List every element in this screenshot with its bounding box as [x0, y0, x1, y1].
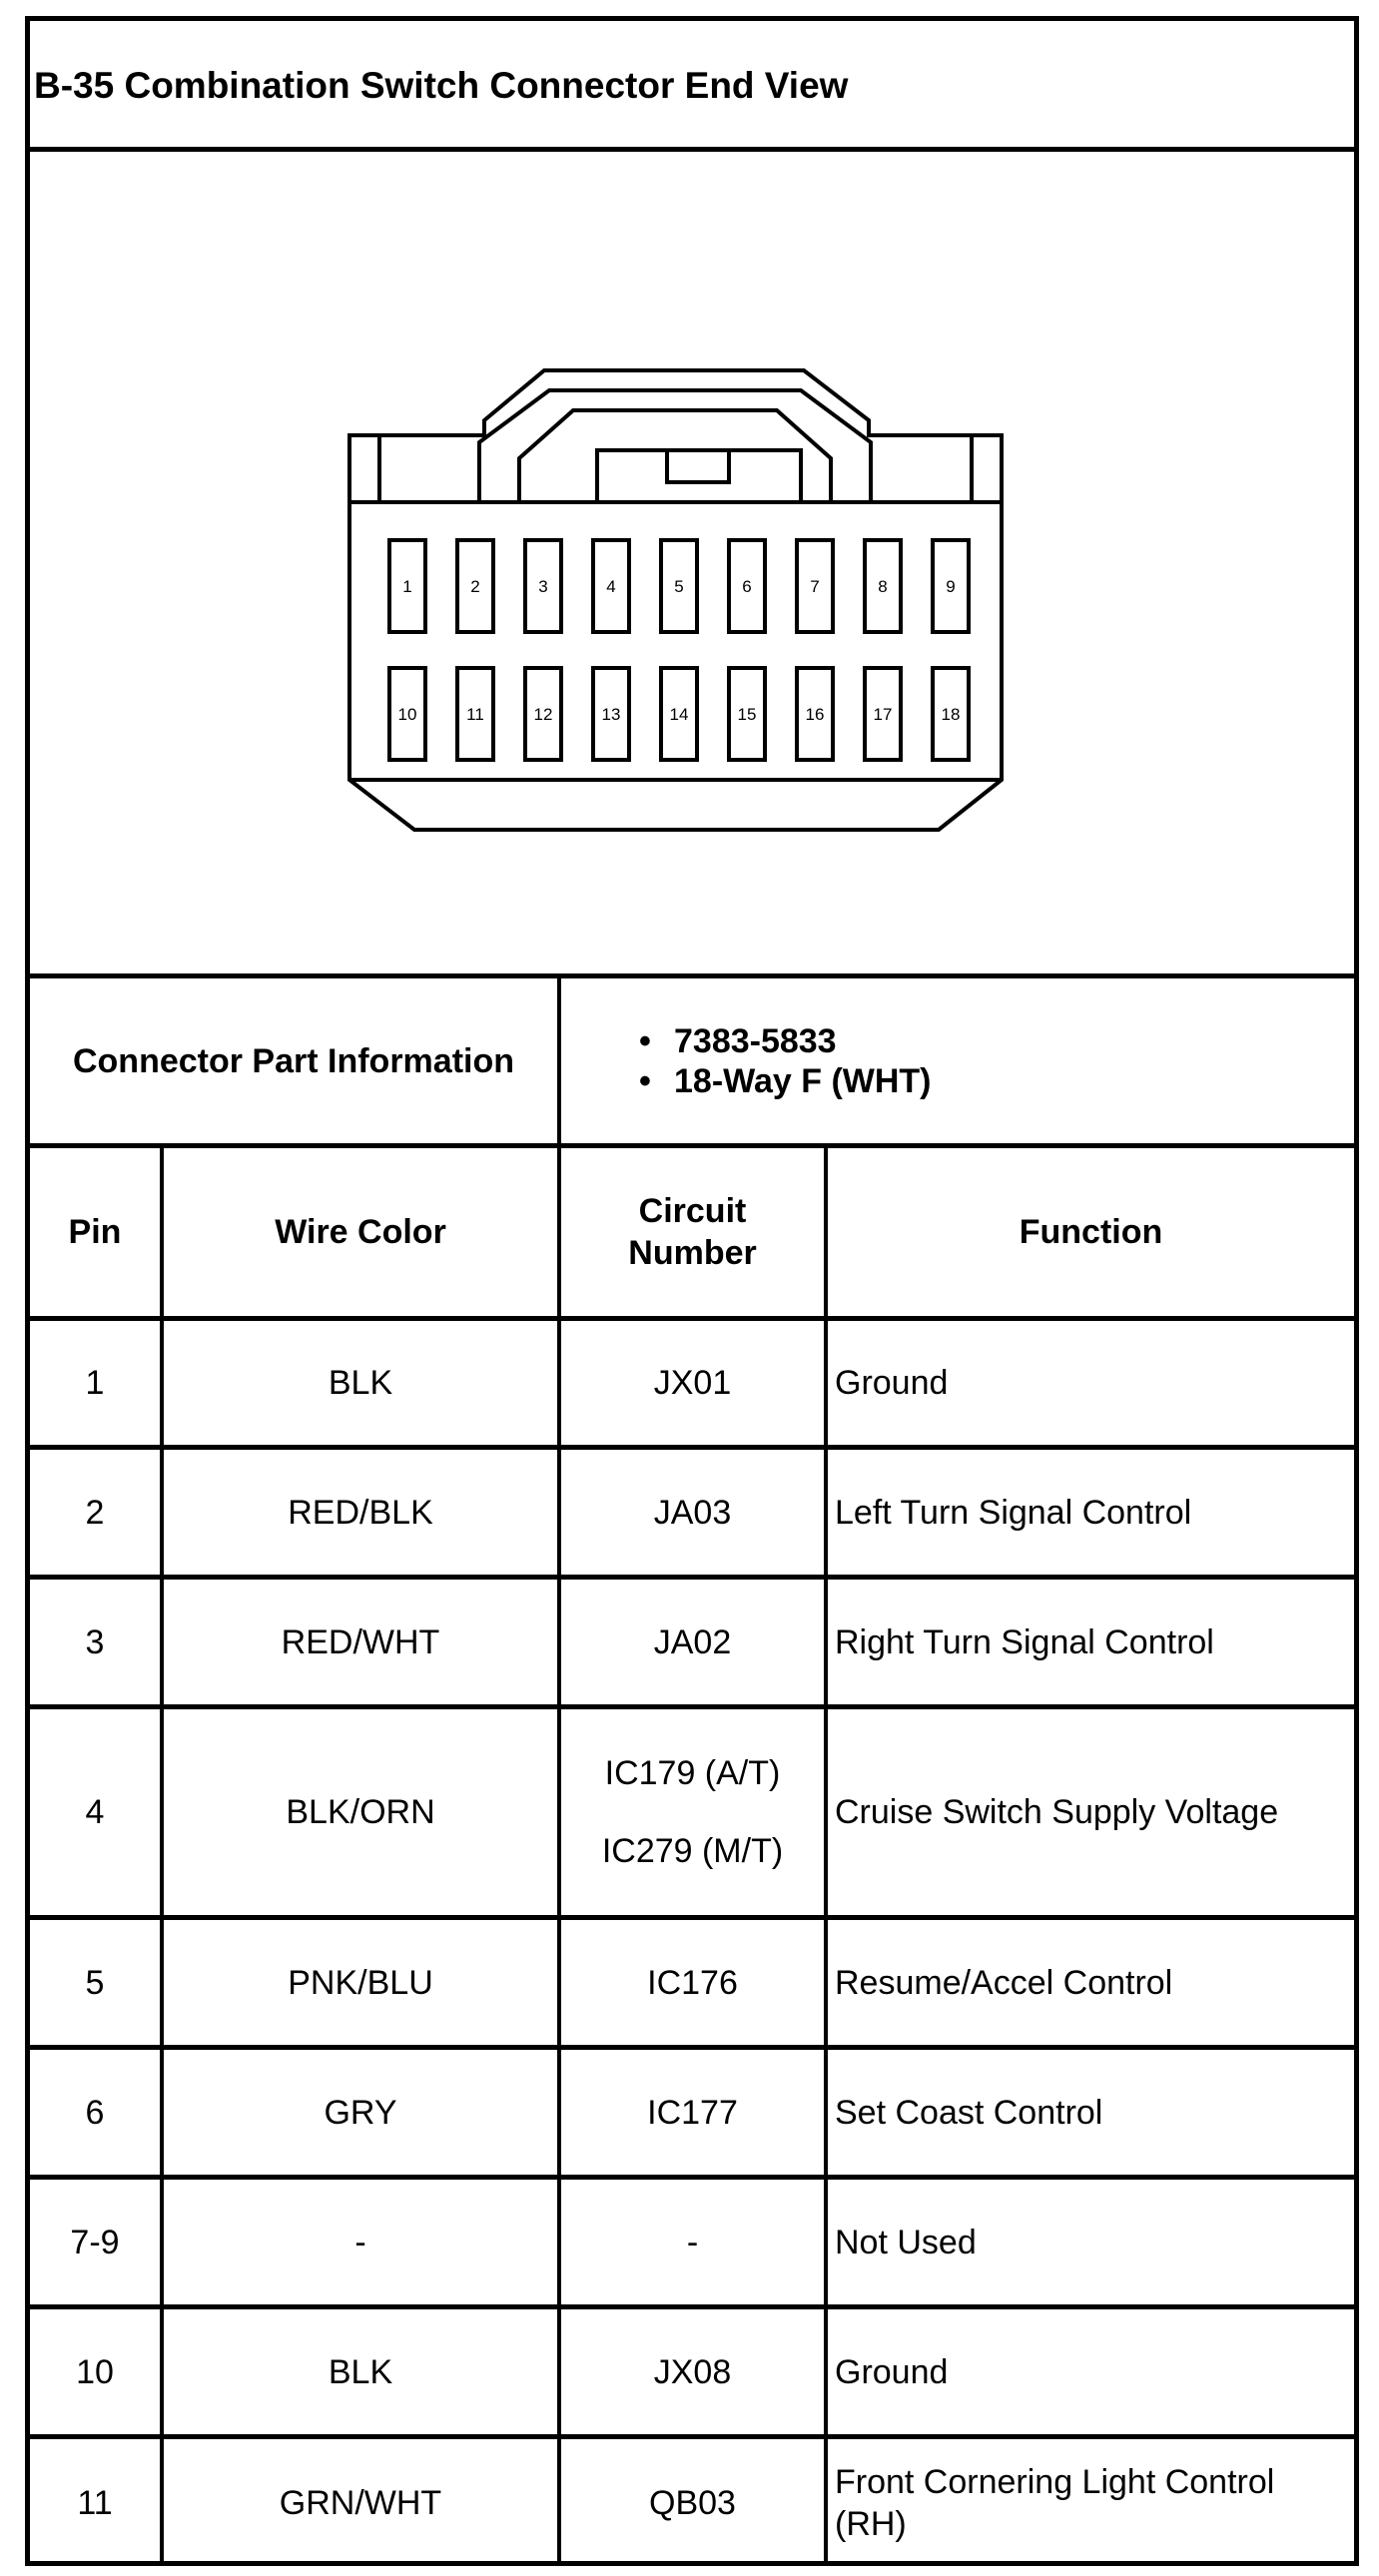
- connector-pin-cavity: [389, 540, 425, 632]
- pin-cell: 3: [85, 1622, 105, 1661]
- pin-number-label: 8: [878, 577, 888, 596]
- circuit-number-cell-line: JX01: [653, 1364, 732, 1402]
- function-cell-line: (RH): [835, 2504, 907, 2543]
- pin-cell: 10: [76, 2352, 114, 2391]
- pin-number-label: 6: [742, 577, 752, 596]
- connector-pin-cavity: [865, 668, 901, 760]
- function-cell: [828, 1920, 1354, 2045]
- pin-row-bottom: [389, 668, 969, 760]
- connector-pin-cavity: [797, 540, 833, 632]
- pin-cell: 6: [85, 2093, 105, 2132]
- pin-row-top: [389, 540, 969, 632]
- circuit-number-cell: [561, 2439, 824, 2566]
- function-cell: [828, 1450, 1354, 1575]
- connector-pin-cavity: [457, 540, 493, 632]
- part-info-list: [634, 978, 1353, 1143]
- pin-number-label: 9: [946, 577, 956, 596]
- pin-number-label: 13: [601, 705, 621, 724]
- connector-end-view-diagram: [340, 350, 1009, 850]
- connector-pin-cavity: [933, 540, 969, 632]
- circuit-number-cell-line: IC176: [647, 1963, 738, 2002]
- wire-color-cell: BLK/ORN: [286, 1793, 435, 1831]
- header-function: Function: [1019, 1213, 1163, 1251]
- circuit-number-cell: [561, 2050, 824, 2175]
- function-cell: [828, 1580, 1354, 1704]
- header-pin: Pin: [68, 1213, 122, 1251]
- connector-key-slot: [597, 450, 801, 502]
- function-cell: [828, 2309, 1354, 2434]
- connector-pin-cavity: [593, 668, 629, 760]
- pin-number-label: 7: [810, 577, 820, 596]
- circuit-number-cell: [561, 1580, 824, 1704]
- pin-cell: 5: [85, 1963, 105, 2002]
- function-cell-line: Cruise Switch Supply Voltage: [835, 1793, 1279, 1831]
- function-cell-line: Ground: [835, 1364, 949, 1402]
- pin-number-label: 16: [805, 705, 825, 724]
- function-cell: [828, 2439, 1354, 2566]
- wire-color-cell: -: [354, 2223, 366, 2261]
- function-cell-line: Resume/Accel Control: [835, 1963, 1173, 2002]
- connector-pin-cavity: [797, 668, 833, 760]
- wire-color-cell: BLK: [328, 2352, 393, 2391]
- pin-number-label: 1: [402, 577, 412, 596]
- pin-cell: 11: [77, 2483, 113, 2522]
- function-cell-line: Ground: [835, 2352, 949, 2391]
- header-circuit-line: Circuit: [638, 1192, 747, 1230]
- circuit-number-cell-line: IC179 (A/T): [604, 1754, 781, 1792]
- circuit-number-cell: [561, 2180, 824, 2304]
- circuit-number-cell: [561, 1709, 824, 1915]
- page-title: B-35 Combination Switch Connector End View: [34, 65, 849, 106]
- function-cell: [828, 2180, 1354, 2304]
- pin-number-label: 2: [470, 577, 480, 596]
- pin-number-label: 18: [941, 705, 961, 724]
- connector-latch-arch: [479, 390, 871, 502]
- header-circuit-line: Number: [628, 1234, 757, 1272]
- divider: [30, 147, 1354, 152]
- circuit-number-cell-line: JA02: [653, 1622, 732, 1661]
- circuit-number-cell-line: JX08: [653, 2352, 732, 2391]
- connector-pin-cavity: [661, 540, 697, 632]
- connector-left-ear: [349, 435, 379, 502]
- function-cell-line: Left Turn Signal Control: [835, 1493, 1192, 1532]
- pin-number-label: 15: [737, 705, 757, 724]
- connector-pin-cavity: [457, 668, 493, 760]
- circuit-number-cell: [561, 1920, 824, 2045]
- connector-pin-cavity: [661, 668, 697, 760]
- wire-color-cell: GRN/WHT: [279, 2483, 442, 2522]
- pin-number-label: 5: [674, 577, 684, 596]
- pin-number-label: 12: [533, 705, 553, 724]
- pin-cell: 4: [85, 1793, 105, 1831]
- connector-pin-cavity: [933, 668, 969, 760]
- pin-number-label: 11: [466, 705, 484, 724]
- wire-color-cell: BLK: [328, 1364, 393, 1402]
- circuit-number-cell: [561, 1450, 824, 1575]
- divider: [557, 973, 561, 1148]
- connector-right-ear: [972, 435, 1002, 502]
- circuit-number-cell-line: QB03: [649, 2483, 736, 2522]
- pin-number-label: 3: [538, 577, 548, 596]
- connector-pin-cavity: [525, 668, 561, 760]
- connector-pin-cavity: [593, 540, 629, 632]
- circuit-number-cell: [561, 1321, 824, 1445]
- pin-cell: 1: [85, 1364, 105, 1402]
- function-cell-line: Set Coast Control: [835, 2093, 1103, 2132]
- circuit-number-cell-line: -: [686, 2223, 699, 2261]
- header-circuit-number: [561, 1148, 824, 1316]
- pin-cell: 7-9: [70, 2223, 120, 2261]
- function-cell: [828, 2050, 1354, 2175]
- pin-number-label: 4: [606, 577, 616, 596]
- connector-key-tab: [667, 450, 729, 482]
- connector-sheet: [25, 16, 1359, 2566]
- pin-number-label: 17: [873, 705, 893, 724]
- function-cell-line: Front Cornering Light Control: [835, 2462, 1275, 2501]
- function-cell-line: Not Used: [835, 2223, 977, 2261]
- wire-color-cell: PNK/BLU: [288, 1963, 433, 2002]
- wire-color-cell: RED/BLK: [288, 1493, 433, 1532]
- connector-pin-cavity: [389, 668, 425, 760]
- pin-cell: 2: [85, 1493, 105, 1532]
- connector-latch-inner: [519, 410, 831, 502]
- circuit-number-cell-line: IC279 (M/T): [601, 1832, 784, 1870]
- pin-number-label: 10: [397, 705, 417, 724]
- wire-color-cell: GRY: [324, 2093, 397, 2132]
- circuit-number-cell-line: IC177: [647, 2093, 738, 2132]
- connector-pin-cavity: [865, 540, 901, 632]
- connector-pin-cavity: [729, 668, 765, 760]
- function-cell: [828, 1709, 1354, 1915]
- circuit-number-cell-line: JA03: [653, 1493, 732, 1532]
- part-info-label: Connector Part Information: [72, 1041, 515, 1080]
- function-cell-line: Right Turn Signal Control: [835, 1622, 1214, 1661]
- part-description: • 18-Way F (WHT): [634, 1061, 932, 1101]
- function-cell: [828, 1321, 1354, 1445]
- wire-color-cell: RED/WHT: [281, 1622, 440, 1661]
- header-wire-color: Wire Color: [275, 1213, 446, 1251]
- connector-pin-cavity: [729, 540, 765, 632]
- pin-number-label: 14: [669, 705, 689, 724]
- connector-pin-cavity: [525, 540, 561, 632]
- part-number: • 7383-5833: [634, 1021, 932, 1061]
- circuit-number-cell: [561, 2309, 824, 2434]
